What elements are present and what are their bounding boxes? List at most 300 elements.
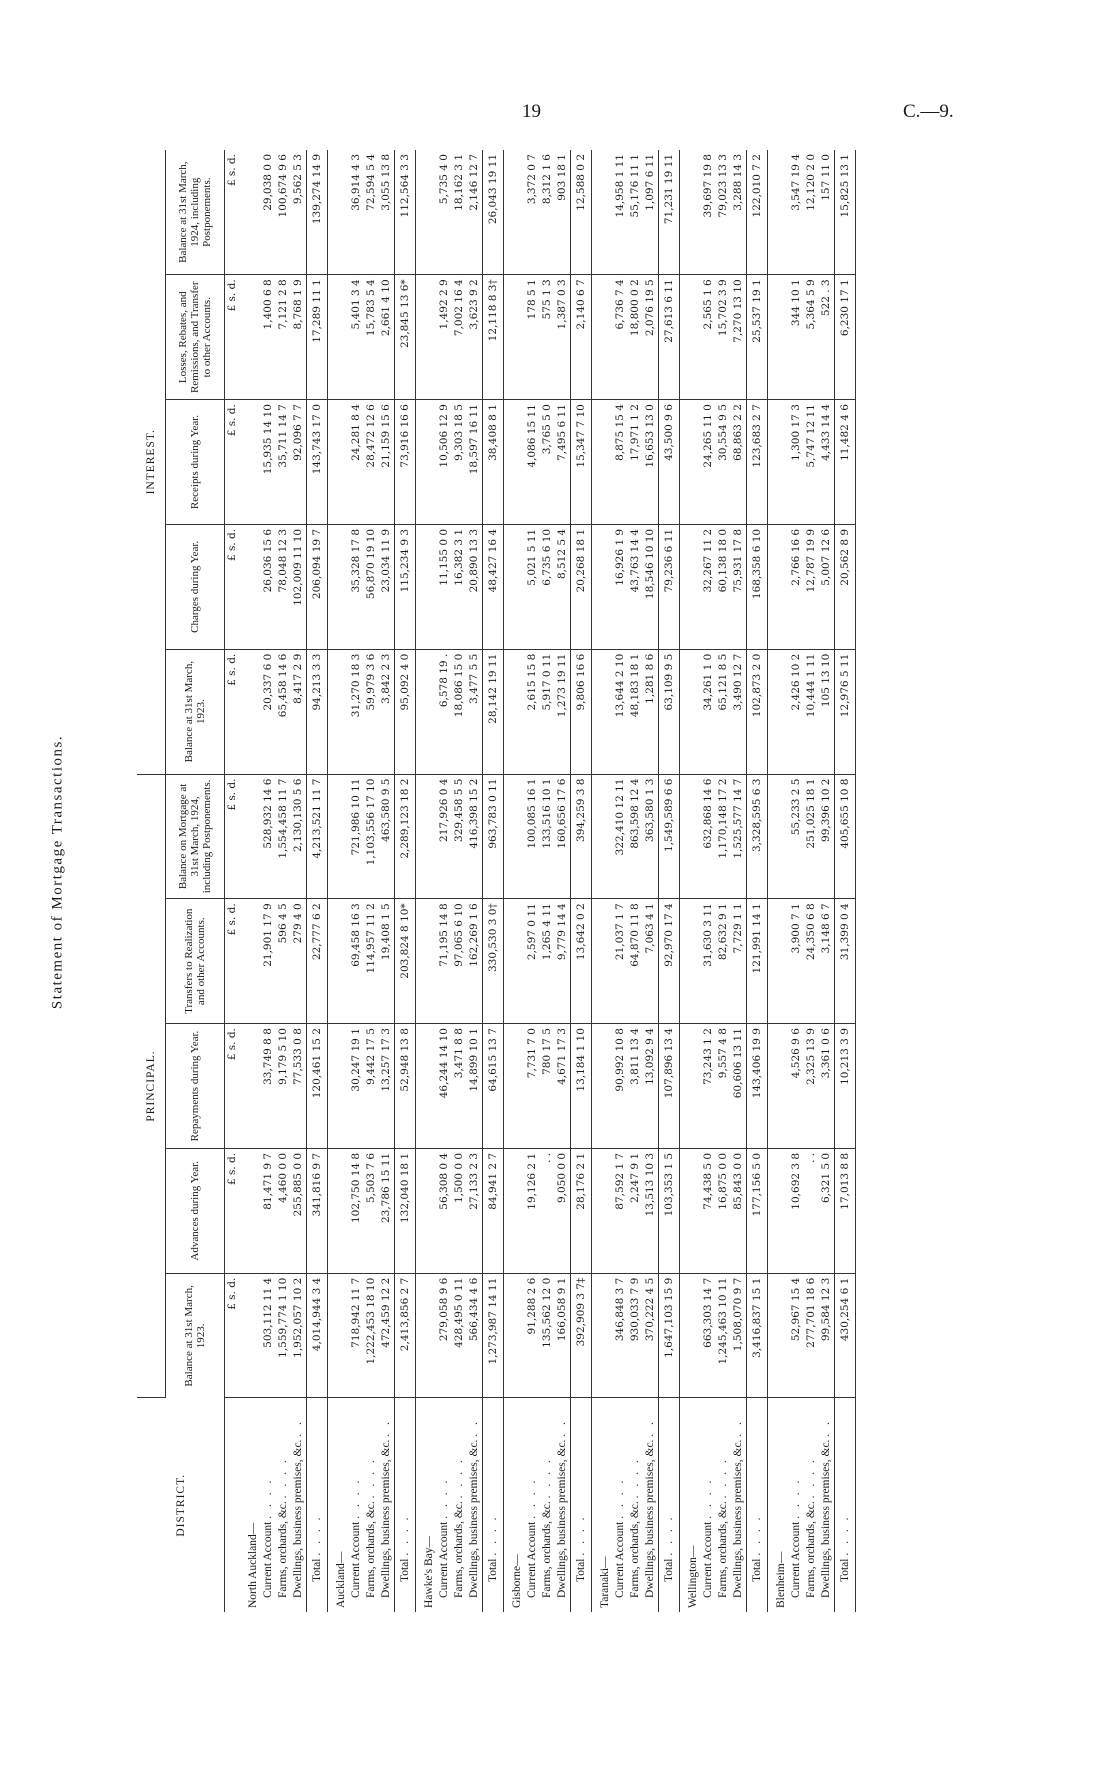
units-label: £ s. d. [225,774,241,899]
cell-value: 8,417 2 9 [291,649,307,774]
cell-value [416,150,438,275]
cell-value: 2,426 10 2 [789,649,804,774]
cell-value [504,899,526,1024]
cell-value: 9,557 4 8 [716,1024,731,1149]
cell-value: 9,806 16 6 [571,649,592,774]
leader-dots: . . . . [365,1457,377,1499]
cell-value: 217,926 0 4 [437,774,452,899]
cell-value: 7,063 4 1 [643,899,659,1024]
cell-value: 143,406 19 9 [747,1024,768,1149]
district-name [680,1398,702,1612]
leader-dots: . . . . [717,1457,729,1499]
cell-value [328,400,350,525]
row-label-text: Hawke's Bay— [423,1535,435,1608]
row-label-text: Total [310,1558,323,1582]
cell-value: 780 17 5 [540,1024,555,1149]
cell-value [240,774,261,899]
column-header: Balance at 31st March, 1924, including Postponements. [166,150,225,275]
cell-value [416,649,438,774]
cell-value: 1,554,458 11 7 [276,774,291,899]
cell-value: 363,580 1 3 [643,774,659,899]
cell-value: 3,547 19 4 [789,150,804,275]
table-row [628,150,643,1612]
row-label [437,1398,452,1612]
cell-value: 5,401 3 4 [349,275,364,400]
cell-value: 721,986 10 11 [349,774,364,899]
leader-dots: . . . . [350,1477,362,1519]
cell-value: 6,578 19 . [437,649,452,774]
district-row [680,150,702,1612]
cell-value: 632,868 14 6 [701,774,716,899]
column-header: Repayments during Year. [166,1024,225,1149]
cell-value: 930,033 7 9 [628,1273,643,1398]
column-header: Transfers to Realization and other Accounts. [166,899,225,1024]
cell-value: 19,408 1 5 [379,899,395,1024]
cell-value: 48,427 16 4 [483,524,504,649]
cell-value: 17,971 1 2 [628,400,643,525]
cell-value: 69,458 16 3 [349,899,364,1024]
cell-value: 29,038 0 0 [261,150,276,275]
cell-value: 71,231 19 11 [659,150,680,275]
cell-value: 18,546 10 10 [643,524,659,649]
cell-value: 5,007 12 6 [819,524,835,649]
cell-value [240,1273,261,1398]
cell-value: 60,606 13 11 [731,1024,747,1149]
cell-value: 394,259 3 8 [571,774,592,899]
cell-value: 3,361 0 6 [819,1024,835,1149]
cell-value: 31,399 0 4 [835,899,856,1024]
cell-value: 65,458 14 6 [276,649,291,774]
cell-value: 1,549,589 6 6 [659,774,680,899]
leader-dots: . . . . [790,1477,802,1519]
cell-value: 4,014,944 3 4 [307,1273,328,1398]
cell-value: 1,508,070 9 7 [731,1273,747,1398]
cell-value [768,275,790,400]
cell-value: 9,562 5 3 [291,150,307,275]
cell-value: 3,811 13 4 [628,1024,643,1149]
units-label: £ s. d. [225,524,241,649]
cell-value: 3,055 13 8 [379,150,395,275]
cell-value: 3,288 14 3 [731,150,747,275]
leader-dots: . . . . [310,1514,323,1556]
cell-value: 8,768 1 9 [291,275,307,400]
cell-value: 33,749 8 8 [261,1024,276,1149]
cell-value: 392,909 3 7‡ [571,1273,592,1398]
leader-dots: . . . . [526,1477,538,1519]
cell-value: 6,736 7 4 [613,275,628,400]
cell-value: 1,222,453 18 10 [364,1273,379,1398]
cell-value: 22,777 6 2 [307,899,328,1024]
cell-value [328,524,350,649]
cell-value: 528,932 14 6 [261,774,276,899]
cell-value: 77,533 0 8 [291,1024,307,1149]
cell-value [328,649,350,774]
cell-value [328,774,350,899]
document-code: C.—9. [903,101,954,122]
cell-value: 48,183 18 1 [628,649,643,774]
cell-value: 13,513 10 3 [643,1148,659,1273]
cell-value [504,400,526,525]
cell-value: 19,126 2 1 [525,1148,540,1273]
cell-value: 25,537 19 1 [747,275,768,400]
row-label-text: Farms, orchards, &c. [717,1501,729,1598]
units-label: £ s. d. [225,150,241,275]
leader-dots: . . . . [805,1457,817,1499]
cell-value: 92,096 7 7 [291,400,307,525]
cell-value: 123,683 2 7 [747,400,768,525]
page-title: Statement of Mortgage Transactions. [49,734,66,1010]
district-row [416,150,438,1612]
cell-value: 13,644 2 10 [613,649,628,774]
row-label-text: Current Account [526,1521,538,1598]
cell-value: 2,130,130 5 6 [291,774,307,899]
row-label [789,1398,804,1612]
cell-value: 472,459 12 2 [379,1273,395,1398]
cell-value: 28,472 12 6 [364,400,379,525]
cell-value [592,1024,614,1149]
cell-value [592,649,614,774]
cell-value: 162,269 1 6 [467,899,483,1024]
cell-value: 3,148 6 7 [819,899,835,1024]
cell-value [592,774,614,899]
cell-value: 55,233 2 5 [789,774,804,899]
cell-value [416,774,438,899]
cell-value [328,1024,350,1149]
cell-value: . . [804,1148,819,1273]
row-label-text: Farms, orchards, &c. [629,1501,641,1598]
cell-value: 3,328,595 6 3 [747,774,768,899]
row-label-text: Gisborne— [511,1554,523,1608]
table-row [555,150,571,1612]
row-label [261,1398,276,1612]
row-label-text: Dwellings, business premises, &c. [468,1439,480,1598]
cell-value: 13,257 17 3 [379,1024,395,1149]
cell-value: 10,692 3 8 [789,1148,804,1273]
table-row [716,150,731,1612]
leader-dots: . . . . [398,1514,411,1556]
cell-value: 99,396 10 2 [819,774,835,899]
cell-value: 132,040 18 1 [395,1148,416,1273]
cell-value [768,1273,790,1398]
cell-value: 279,058 9 6 [437,1273,452,1398]
row-label [525,1398,540,1612]
column-header: Receipts during Year. [166,400,225,525]
cell-value [592,150,614,275]
cell-value: 203,824 8 10* [395,899,416,1024]
cell-value: 12,976 5 11 [835,649,856,774]
cell-value: 575 1 3 [540,275,555,400]
cell-value [504,1148,526,1273]
row-label-text: Dwellings, business premises, &c. [732,1439,744,1598]
row-label-text: Current Account [790,1521,802,1598]
row-label-text: Farms, orchards, &c. [277,1501,289,1598]
cell-value: 2,076 19 5 [643,275,659,400]
cell-value: 12,118 8 3† [483,275,504,400]
cell-value: 97,065 6 10 [452,899,467,1024]
units-row-spacer [225,1398,241,1612]
cell-value: 9,050 0 0 [555,1148,571,1273]
total-row [659,150,680,1612]
cell-value: 102,009 11 10 [291,524,307,649]
cell-value: 27,613 6 11 [659,275,680,400]
units-label: £ s. d. [225,275,241,400]
total-row [835,150,856,1612]
cell-value: 20,337 6 0 [261,649,276,774]
cell-value: 1,952,057 10 2 [291,1273,307,1398]
cell-value: 16,653 13 0 [643,400,659,525]
cell-value: 255,885 0 0 [291,1148,307,1273]
cell-value: 463,580 9 5 [379,774,395,899]
cell-value [328,899,350,1024]
cell-value: 405,655 10 8 [835,774,856,899]
cell-value: 71,195 14 8 [437,899,452,1024]
cell-value: 322,410 12 11 [613,774,628,899]
cell-value: 143,743 17 0 [307,400,328,525]
cell-value: 5,917 0 11 [540,649,555,774]
row-label [747,1398,768,1612]
leader-dots: . . [380,1419,392,1437]
column-header: Balance on Mortgage at 31st March, 1924, including Postponements. [166,774,225,899]
cell-value: 3,623 9 2 [467,275,483,400]
row-label [452,1398,467,1612]
cell-value: 7,121 2 8 [276,275,291,400]
cell-value: 28,142 19 11 [483,649,504,774]
cell-value: 10,213 3 9 [835,1024,856,1149]
row-label-text: Farms, orchards, &c. [365,1501,377,1598]
row-label-text: Current Account [350,1521,362,1598]
mortgage-transactions-table [137,150,856,1612]
cell-value: 43,500 9 6 [659,400,680,525]
cell-value [240,524,261,649]
total-row [483,150,504,1612]
leader-dots: . . . . [277,1457,289,1499]
cell-value: 206,094 19 7 [307,524,328,649]
cell-value: 11,482 4 6 [835,400,856,525]
cell-value [592,524,614,649]
cell-value: 4,671 17 3 [555,1024,571,1149]
district-row [768,150,790,1612]
cell-value: 28,176 2 1 [571,1148,592,1273]
cell-value: 56,308 0 4 [437,1148,452,1273]
row-label-text: Total [838,1558,851,1582]
cell-value: 566,434 4 6 [467,1273,483,1398]
cell-value: 27,133 2 3 [467,1148,483,1273]
leader-dots: . . . . [750,1514,763,1556]
cell-value: 32,267 11 2 [701,524,716,649]
cell-value: 20,562 8 9 [835,524,856,649]
cell-value: 59,979 3 6 [364,649,379,774]
cell-value [240,649,261,774]
district-row [240,150,261,1612]
table-row [613,150,628,1612]
row-label-text: Farms, orchards, &c. [541,1501,553,1598]
cell-value: 8,512 5 4 [555,524,571,649]
cell-value: 5,021 5 11 [525,524,540,649]
cell-value [768,1148,790,1273]
table-row [525,150,540,1612]
column-header: Balance at 31st March, 1923. [166,1273,225,1398]
cell-value: 963,783 0 11 [483,774,504,899]
cell-value: 72,594 5 4 [364,150,379,275]
table-row [349,150,364,1612]
cell-value: 82,632 9 1 [716,899,731,1024]
row-label-text: Dwellings, business premises, &c. [556,1439,568,1598]
cell-value: 1,400 6 8 [261,275,276,400]
cell-value [680,649,702,774]
cell-value: 4,086 15 11 [525,400,540,525]
page-number: 19 [522,101,541,122]
table-row [540,150,555,1612]
units-label: £ s. d. [225,899,241,1024]
cell-value: 416,398 15 2 [467,774,483,899]
cell-value: 663,303 14 7 [701,1273,716,1398]
cell-value: 34,261 1 0 [701,649,716,774]
cell-value: 863,598 12 4 [628,774,643,899]
cell-value [768,1024,790,1149]
row-label [467,1398,483,1612]
cell-value: 9,303 18 5 [452,400,467,525]
cell-value: 112,564 3 3 [395,150,416,275]
cell-value: 5,735 4 0 [437,150,452,275]
cell-value [240,1148,261,1273]
cell-value: 341,816 9 7 [307,1148,328,1273]
cell-value: 3,842 2 3 [379,649,395,774]
cell-value: 3,477 5 5 [467,649,483,774]
cell-value: 81,471 9 7 [261,1148,276,1273]
cell-value: 14,899 10 1 [467,1024,483,1149]
cell-value [768,524,790,649]
interest-header: INTEREST. [137,150,166,774]
cell-value [416,1273,438,1398]
cell-value [416,275,438,400]
leader-dots: . . . . [486,1514,499,1556]
cell-value: 5,364 5 9 [804,275,819,400]
cell-value [680,150,702,275]
cell-value: 15,783 5 4 [364,275,379,400]
district-name [416,1398,438,1612]
row-label-text: Dwellings, business premises, &c. [644,1439,656,1598]
cell-value: 95,092 4 0 [395,649,416,774]
cell-value: 115,234 9 3 [395,524,416,649]
row-label-text: Dwellings, business premises, &c. [292,1439,304,1598]
cell-value [680,1024,702,1149]
table-row [276,150,291,1612]
cell-value [416,1024,438,1149]
cell-value [328,275,350,400]
table-row [819,150,835,1612]
district-name [768,1398,790,1612]
cell-value: 7,731 7 0 [525,1024,540,1149]
cell-value: 3,372 0 7 [525,150,540,275]
principal-header: PRINCIPAL. [137,774,166,1398]
cell-value: 92,970 17 4 [659,899,680,1024]
row-label [540,1398,555,1612]
cell-value: 3,900 7 1 [789,899,804,1024]
cell-value: 2,565 1 6 [701,275,716,400]
table-row [701,150,716,1612]
cell-value [768,400,790,525]
cell-value: 65,121 8 5 [716,649,731,774]
row-label-text: Dwellings, business premises, &c. [820,1439,832,1598]
cell-value: 346,848 3 7 [613,1273,628,1398]
cell-value: 17,013 8 8 [835,1148,856,1273]
cell-value: 1,559,774 1 10 [276,1273,291,1398]
cell-value: 177,156 5 0 [747,1148,768,1273]
cell-value: 35,711 14 7 [276,400,291,525]
cell-value: 38,408 8 1 [483,400,504,525]
cell-value: 52,948 13 8 [395,1024,416,1149]
total-row [747,150,768,1612]
row-label [731,1398,747,1612]
row-label [819,1398,835,1612]
cell-value: 1,647,103 15 9 [659,1273,680,1398]
cell-value [328,1148,350,1273]
cell-value: 1,103,556 17 10 [364,774,379,899]
cell-value: 11,155 0 0 [437,524,452,649]
cell-value [680,774,702,899]
cell-value: 84,941 2 7 [483,1148,504,1273]
cell-value: 107,896 13 4 [659,1024,680,1149]
leader-dots: . . . . [262,1477,274,1519]
cell-value: 428,495 0 11 [452,1273,467,1398]
cell-value: 6,735 6 10 [540,524,555,649]
cell-value: 24,281 8 4 [349,400,364,525]
row-label-text: Farms, orchards, &c. [453,1501,465,1598]
row-label [555,1398,571,1612]
cell-value: 1,245,463 10 11 [716,1273,731,1398]
cell-value: 64,615 13 7 [483,1024,504,1149]
cell-value: 133,516 10 1 [540,774,555,899]
table-row [291,150,307,1612]
cell-value: . . [540,1148,555,1273]
row-label [643,1398,659,1612]
cell-value: 4,526 9 6 [789,1024,804,1149]
cell-value: 1,273 19 11 [555,649,571,774]
total-row [307,150,328,1612]
table-row [364,150,379,1612]
row-label [364,1398,379,1612]
cell-value: 18,597 16 11 [467,400,483,525]
row-label-text: Farms, orchards, &c. [805,1501,817,1598]
cell-value: 31,270 18 3 [349,649,364,774]
units-label: £ s. d. [225,1024,241,1149]
cell-value [240,275,261,400]
row-label-text: Total [750,1558,763,1582]
leader-dots: . . . . [702,1477,714,1519]
cell-value: 12,787 19 9 [804,524,819,649]
cell-value [768,150,790,275]
cell-value: 103,353 1 5 [659,1148,680,1273]
cell-value [592,275,614,400]
district-header: DISTRICT. [137,1398,225,1612]
table-row [379,150,395,1612]
cell-value: 2,766 16 6 [789,524,804,649]
cell-value: 2,289,123 18 2 [395,774,416,899]
cell-value [592,1273,614,1398]
cell-value: 3,490 12 7 [731,649,747,774]
cell-value: 23,034 11 9 [379,524,395,649]
cell-value: 64,870 11 8 [628,899,643,1024]
cell-value [680,524,702,649]
row-label [379,1398,395,1612]
cell-value: 46,244 14 10 [437,1024,452,1149]
cell-value [416,524,438,649]
cell-value: 36,914 4 3 [349,150,364,275]
cell-value: 30,554 9 5 [716,400,731,525]
cell-value: 503,112 11 4 [261,1273,276,1398]
cell-value: 12,120 2 0 [804,150,819,275]
leader-dots: . . [644,1419,656,1437]
